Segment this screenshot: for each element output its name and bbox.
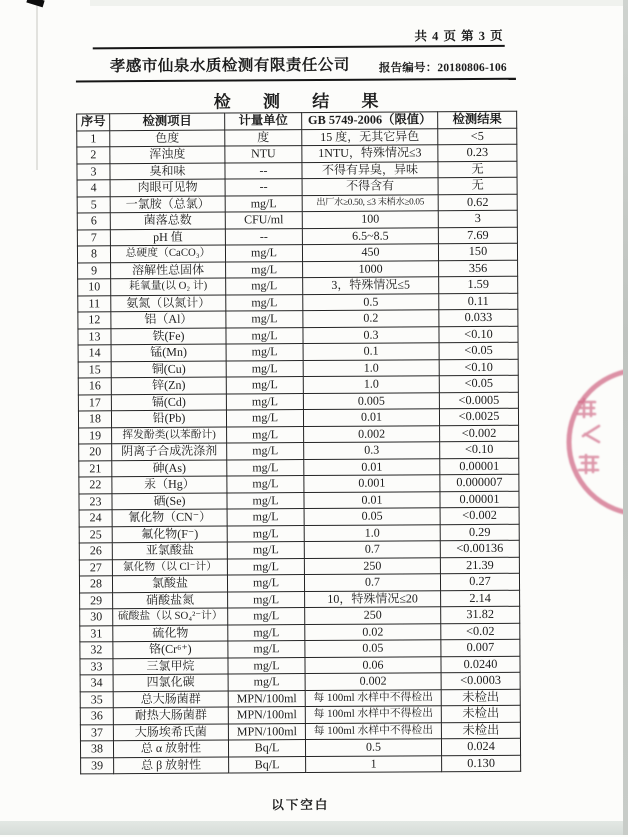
cell: 0.000007 (440, 474, 519, 491)
cell: 0.7 (304, 541, 440, 558)
cell: 溶解性总固体 (111, 262, 226, 279)
cell: mg/L (226, 278, 303, 295)
cell: 13 (78, 328, 111, 345)
cell: 1 (306, 755, 442, 772)
cell: mg/L (227, 426, 304, 443)
cell: 39 (81, 757, 114, 774)
cell: 10 (78, 279, 111, 296)
cell: mg/L (228, 674, 305, 691)
cell: 29 (80, 592, 113, 609)
cell: 7 (77, 229, 110, 246)
cell: 27 (79, 559, 112, 576)
cell: 31.82 (441, 606, 520, 623)
cell: 度 (225, 129, 302, 146)
cell: 耐热大肠菌群 (113, 707, 228, 724)
column-header-2: 计量单位 (225, 113, 302, 130)
cell: 1.0 (303, 376, 439, 393)
cell: 25 (79, 526, 112, 543)
cell: 氯化物（以 Cl⁻计） (112, 559, 227, 576)
cell: 450 (302, 244, 438, 261)
end-of-content-note: 以下空白 (271, 797, 330, 813)
cell: 21 (79, 460, 112, 477)
cell: 色度 (110, 130, 225, 147)
cell: mg/L (226, 294, 303, 311)
cell: 0.05 (304, 508, 440, 525)
cell: 0.01 (304, 458, 440, 475)
cell: <0.00136 (440, 540, 519, 557)
cell: 耗氧量(以 O₂ 计) (111, 278, 226, 295)
cell: 0.5 (305, 739, 441, 756)
cell: 0.27 (440, 573, 519, 590)
cell: 4 (77, 180, 110, 197)
cell: 铬(Cr⁶⁺) (113, 641, 228, 658)
column-header-3: GB 5749-2006（限值） (302, 112, 438, 129)
cell: 2.14 (441, 590, 520, 607)
cell: mg/L (226, 311, 303, 328)
cell: 1.0 (304, 524, 440, 541)
cell: mg/L (228, 591, 305, 608)
cell: 三氯甲烷 (113, 658, 228, 675)
cell: 14 (78, 345, 111, 362)
cell: 氯酸盐 (112, 575, 227, 592)
cell: 菌落总数 (110, 212, 225, 229)
cell: 38 (80, 741, 113, 758)
cell: MPN/100ml (228, 707, 305, 724)
cell: mg/L (226, 410, 303, 427)
cell: 不得有异臭，异味 (302, 161, 438, 178)
cell: mg/L (227, 542, 304, 559)
cell: 0.002 (304, 425, 440, 442)
cell: 0.62 (438, 194, 517, 211)
cell: <0.02 (441, 623, 520, 640)
cell: NTU (225, 146, 302, 163)
cell: <0.05 (439, 342, 518, 359)
cell: 0.02 (305, 623, 441, 640)
cell: 1.59 (439, 276, 518, 293)
cell: <0.002 (440, 507, 519, 524)
cell: MPN/100ml (228, 690, 305, 707)
cell: 0.0240 (441, 656, 520, 673)
cell: Bq/L (229, 756, 306, 773)
cell: 0.024 (441, 738, 520, 755)
cell: <5 (438, 128, 517, 145)
cell: 出厂水≥0.50, ≤3 末梢水≥0.05 (302, 194, 438, 211)
cell: 3 (438, 210, 517, 227)
cell: 铅(Pb) (111, 410, 226, 427)
cell: 硝酸盐氮 (113, 592, 228, 609)
cell: <0.0003 (441, 672, 520, 689)
cell: 18 (78, 411, 111, 428)
cell: mg/L (225, 195, 302, 212)
cell: 1NTU，特殊情况≤3 (302, 145, 438, 162)
cell: 11 (78, 295, 111, 312)
cell: mg/L (226, 377, 303, 394)
cell: 0.01 (303, 409, 439, 426)
cell: mg/L (226, 344, 303, 361)
cell: MPN/100ml (228, 723, 305, 740)
cell: 12 (78, 312, 111, 329)
cell: 0.06 (305, 656, 441, 673)
results-table-body (77, 128, 521, 774)
cell: 未检出 (441, 722, 520, 739)
cell: 硫酸盐（以 SO₄²⁻计） (113, 608, 228, 625)
cell: 0.00001 (440, 491, 519, 508)
column-header-1: 检测项目 (110, 113, 225, 130)
cell: 19 (79, 427, 112, 444)
cell: 150 (438, 243, 517, 260)
cell: 未检出 (441, 689, 520, 706)
cell: 9 (78, 262, 111, 279)
cell: 0.005 (303, 392, 439, 409)
cell: 每 100ml 水样中不得检出 (305, 689, 441, 706)
cell: 2 (77, 147, 110, 164)
cell: 总大肠菌群 (113, 691, 228, 708)
cell: 总 β 放射性 (114, 757, 229, 774)
cell: 总硬度（CaCO₃） (110, 245, 225, 262)
cell: 铜(Cu) (111, 361, 226, 378)
cell: mg/L (227, 509, 304, 526)
cell: 0.002 (305, 673, 441, 690)
cell: 四氯化碳 (113, 674, 228, 691)
cell: 不得含有 (302, 178, 438, 195)
cell: 1000 (303, 260, 439, 277)
cell: 硒(Se) (112, 493, 227, 510)
cell: mg/L (227, 558, 304, 575)
cell: 0.29 (440, 524, 519, 541)
cell: 每 100ml 水样中不得检出 (305, 722, 441, 739)
cell: 10，特殊情况≤20 (305, 590, 441, 607)
cell: 氟化物(F⁻) (112, 526, 227, 543)
cell: mg/L (227, 525, 304, 542)
cell: 0.7 (304, 574, 440, 591)
cell: <0.0005 (439, 392, 518, 409)
company-name: 孝感市仙泉水质检测有限责任公司 (109, 56, 350, 76)
scan-bottom-edge (0, 821, 628, 835)
scan-top-shadow (90, 0, 628, 6)
cell: 0.3 (303, 326, 439, 343)
page-number: 共 4 页 第 3 页 (414, 28, 504, 44)
cell: mg/L (226, 360, 303, 377)
cell: 砷(As) (112, 460, 227, 477)
cell: 亚氯酸盐 (112, 542, 227, 559)
cell: 33 (80, 658, 113, 675)
cell: 6.5~8.5 (302, 227, 438, 244)
cell: mg/L (225, 245, 302, 262)
cell: <0.10 (439, 359, 518, 376)
cell: -- (225, 179, 302, 196)
cell: 浑浊度 (110, 146, 225, 163)
cell: 锰(Mn) (111, 344, 226, 361)
cell: 250 (305, 607, 441, 624)
report-number-label: 报告编号： (378, 62, 438, 75)
cell: mg/L (227, 575, 304, 592)
cell: 17 (78, 394, 111, 411)
cell: 15 (78, 361, 111, 378)
cell: 阴离子合成洗涤剂 (112, 443, 227, 460)
cell: 氰化物（CN⁻） (112, 509, 227, 526)
cell: 镉(Cd) (111, 394, 226, 411)
cell: 34 (80, 675, 113, 692)
cell: 0.007 (441, 639, 520, 656)
cell: 7.69 (438, 227, 517, 244)
cell: mg/L (226, 327, 303, 344)
header-rule-top (93, 45, 505, 50)
cell: 大肠埃希氏菌 (113, 724, 228, 741)
cell: 0.2 (303, 310, 439, 327)
cell: 15 度，无其它异色 (302, 128, 438, 145)
cell: Bq/L (228, 740, 305, 757)
cell: 35 (80, 691, 113, 708)
cell: 硫化物 (113, 625, 228, 642)
cell: 32 (80, 642, 113, 659)
cell: 250 (304, 557, 440, 574)
cell: 0.1 (303, 343, 439, 360)
cell: 总 α 放射性 (113, 740, 228, 757)
cell: 1 (77, 130, 110, 147)
cell: 0.01 (304, 491, 440, 508)
cell: 0.23 (438, 144, 517, 161)
cell: 肉眼可见物 (110, 179, 225, 196)
cell: mg/L (226, 393, 303, 410)
cell: 汞（Hg） (112, 476, 227, 493)
cell: mg/L (227, 443, 304, 460)
cell: 26 (79, 543, 112, 560)
cell: 0.033 (439, 309, 518, 326)
cell: mg/L (228, 608, 305, 625)
cell: <0.10 (439, 326, 518, 343)
cell: 铝（Al） (111, 311, 226, 328)
cell: 无 (438, 177, 517, 194)
cell: 0.5 (303, 293, 439, 310)
cell: 3 (77, 163, 110, 180)
cell: mg/L (228, 641, 305, 658)
cell: 挥发酚类(以苯酚计) (112, 427, 227, 444)
document-title: 检 测 结 果 (213, 91, 393, 112)
cell: 36 (80, 708, 113, 725)
column-header-4: 检测结果 (438, 111, 517, 128)
cell: 氨氮（以氮计） (111, 295, 226, 312)
cell: <0.05 (439, 375, 518, 392)
table-row (81, 755, 521, 774)
cell: 31 (80, 625, 113, 642)
cell: mg/L (227, 492, 304, 509)
cell: 0.00001 (440, 458, 519, 475)
cell: 356 (439, 260, 518, 277)
cell: pH 值 (110, 229, 225, 246)
cell: 0.11 (439, 293, 518, 310)
cell: 20 (79, 444, 112, 461)
cell: <0.002 (440, 425, 519, 442)
cell: -- (225, 228, 302, 245)
cell: 100 (302, 211, 438, 228)
scan-right-edge (623, 0, 628, 835)
report-number (379, 59, 507, 76)
cell: 6 (77, 213, 110, 230)
cell: 23 (79, 493, 112, 510)
cell: mg/L (227, 459, 304, 476)
cell: 0.3 (304, 442, 440, 459)
cell: 0.130 (442, 755, 521, 772)
cell: 铁(Fe) (111, 328, 226, 345)
cell: 0.05 (305, 640, 441, 657)
cell: mg/L (227, 476, 304, 493)
cell: <0.10 (440, 441, 519, 458)
cell: 21.39 (440, 557, 519, 574)
cell: 28 (79, 576, 112, 593)
cell: 5 (77, 196, 110, 213)
cell: 37 (80, 724, 113, 741)
cell: 8 (77, 246, 110, 263)
cell: 22 (79, 477, 112, 494)
cell: 30 (80, 609, 113, 626)
cell: 1.0 (303, 359, 439, 376)
cell: 无 (438, 161, 517, 178)
cell: mg/L (226, 261, 303, 278)
cell: -- (225, 162, 302, 179)
cell: CFU/ml (225, 212, 302, 229)
cell: 16 (78, 378, 111, 395)
cell: 24 (79, 510, 112, 527)
column-header-0: 序号 (77, 114, 110, 131)
results-table (76, 111, 521, 775)
cell: 每 100ml 水样中不得检出 (305, 706, 441, 723)
cell: 臭和味 (110, 163, 225, 180)
header-rule-bottom (76, 78, 516, 83)
red-stamp (553, 362, 628, 527)
cell: mg/L (228, 624, 305, 641)
cell: <0.0025 (439, 408, 518, 425)
cell: 一氯胺（总氯） (110, 196, 225, 213)
cell: 未检出 (441, 705, 520, 722)
report-number-value: 20180806-106 (437, 61, 507, 75)
cell: mg/L (228, 657, 305, 674)
cell: 3，特殊情况≤5 (303, 277, 439, 294)
cell: 0.001 (304, 475, 440, 492)
cell: 锌(Zn) (111, 377, 226, 394)
